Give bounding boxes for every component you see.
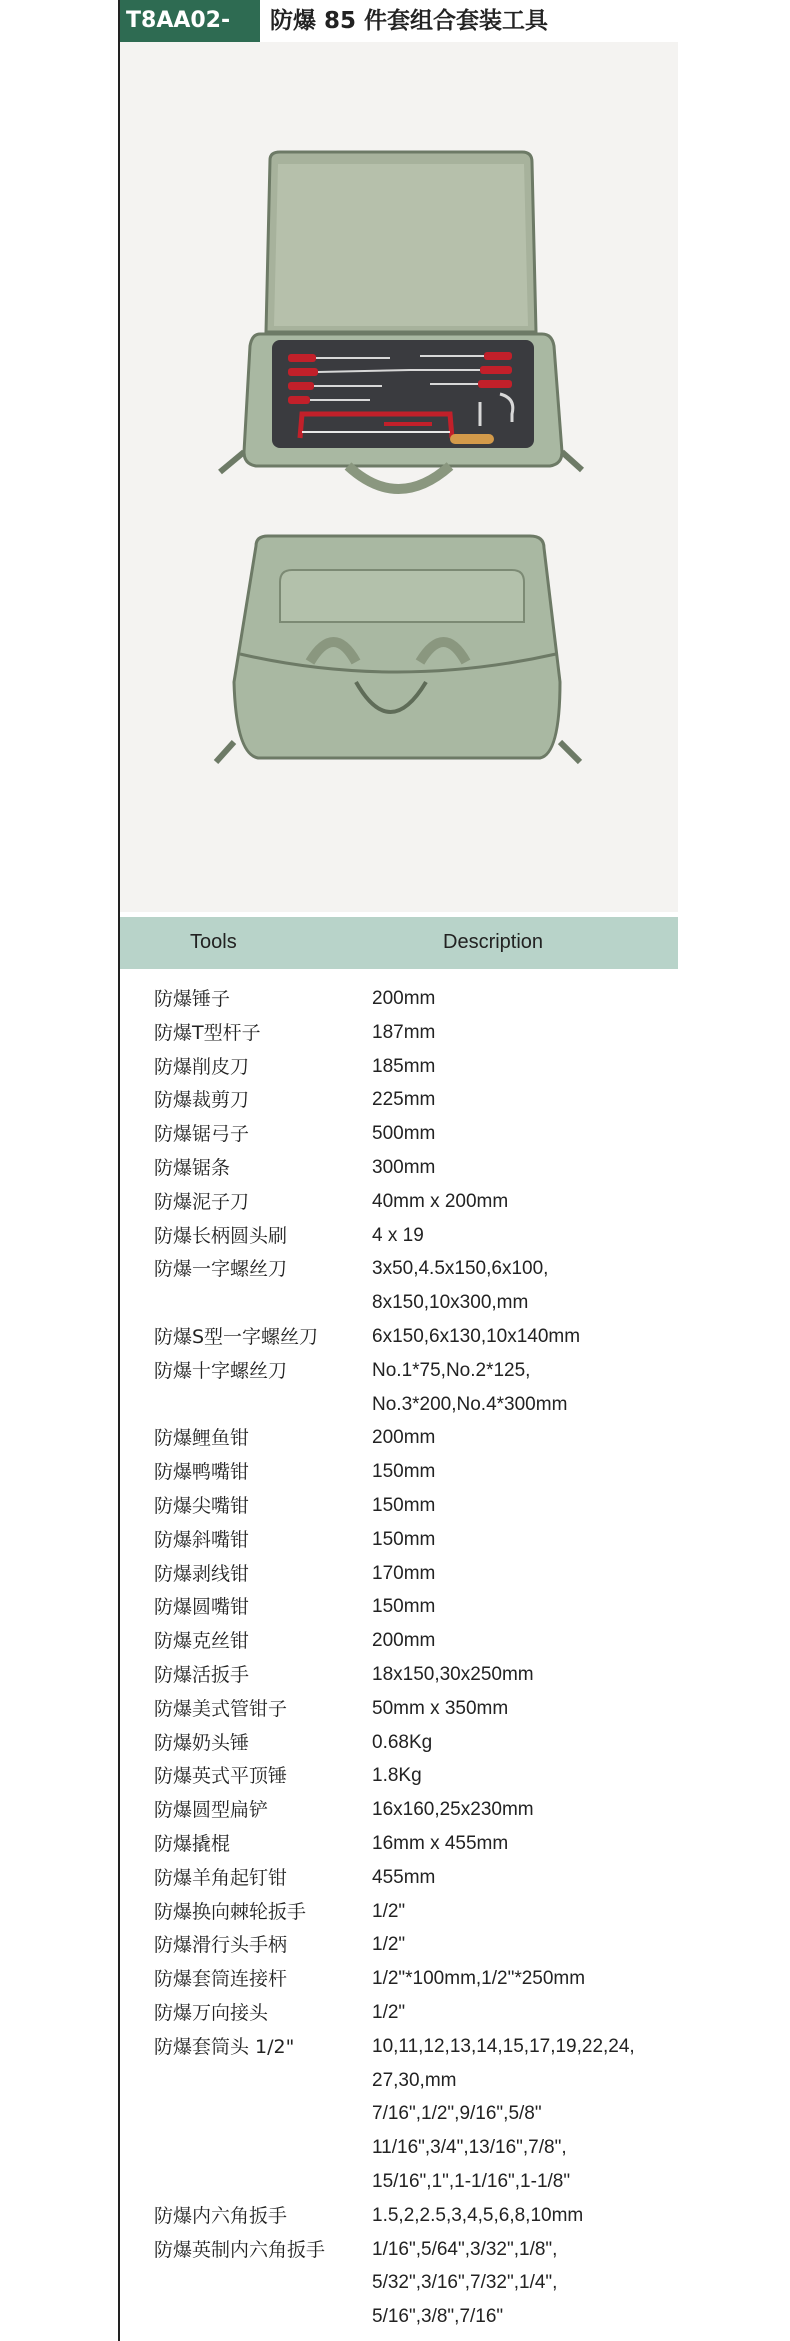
description-line: 5/32",3/16",7/32",1/4", [372,2272,558,2294]
table-row [120,1219,678,1253]
description-line: 0.68Kg [372,1731,433,1753]
tool-description [372,1590,435,1624]
description-line: 150mm [372,1461,436,1483]
tool-description [372,1219,424,1253]
tool-name: 防爆泥子刀 [154,1190,250,1213]
table-row [120,1692,678,1726]
table-row [120,1759,678,1793]
table-row [120,2199,678,2233]
description-line: 1/2" [372,1900,406,1922]
description-line: 11/16",3/4",13/16",7/8", [372,2137,567,2159]
table-row [120,1895,678,1929]
tool-name: 防爆奶头锤 [154,1731,250,1754]
tool-description [372,1827,508,1861]
description-line: 16x160,25x230mm [372,1799,534,1821]
description-line: No.1*75,No.2*125, [372,1359,531,1381]
tool-description [372,1354,567,1422]
tool-description [372,1861,435,1895]
tool-name: 防爆十字螺丝刀 [154,1359,288,1382]
tool-name: 防爆锤子 [154,988,231,1010]
table-row [120,1320,678,1354]
table-row [120,1590,678,1624]
description-line: 300mm [372,1156,436,1178]
tool-name: 防爆美式管钳子 [154,1697,288,1720]
tool-description [372,2233,557,2334]
tool-description [372,1151,435,1185]
tool-description [372,1962,585,1996]
description-line: 10,11,12,13,14,15,17,19,22,24, [372,2035,635,2057]
tool-description [372,1928,405,1962]
tool-name: 防爆长柄圆头刷 [154,1224,288,1247]
tool-name: 防爆圆型扁铲 [154,1799,269,1822]
description-line: 225mm [372,1089,436,1111]
tool-name: 防爆斜嘴钳 [154,1528,250,1551]
table-row [120,1185,678,1219]
tool-name: 防爆削皮刀 [154,1055,250,1078]
column-header-description: Description [443,931,544,953]
description-line: 15/16",1",1-1/16",1-1/8" [372,2170,571,2192]
description-line: 5/16",3/8",7/16" [372,2306,504,2328]
product-photo [120,42,678,912]
description-line: 185mm [372,1055,436,1077]
description-line: 27,30,mm [372,2069,457,2091]
tool-bag-illustration [120,42,678,912]
tool-description [372,1455,435,1489]
tool-description [372,1117,435,1151]
description-line: 150mm [372,1528,436,1550]
table-row [120,2233,678,2334]
tool-description [372,1624,435,1658]
table-row [120,1354,678,1422]
description-line: 6x150,6x130,10x140mm [372,1325,581,1347]
tool-name: 防爆英制内六角扳手 [154,2238,326,2261]
description-line: 200mm [372,1630,436,1652]
table-row [120,1827,678,1861]
table-row [120,1489,678,1523]
table-row [120,1726,678,1760]
tool-name: 防爆换向棘轮扳手 [154,1900,307,1923]
tool-description [372,1016,435,1050]
tool-name: 防爆英式平顶锤 [154,1765,288,1788]
tool-list [120,982,678,2334]
tool-description [372,1489,435,1523]
tool-description [372,1523,435,1557]
table-row [120,1523,678,1557]
tool-description [372,1895,405,1929]
tool-description [372,1759,422,1793]
description-line: 1/2" [372,2001,406,2023]
tool-name: 防爆尖嘴钳 [154,1494,250,1517]
tool-description [372,1320,580,1354]
tool-description [372,1252,548,1320]
tool-name: 防爆圆嘴钳 [154,1596,250,1619]
table-row [120,1016,678,1050]
description-line: 1/2"*100mm,1/2"*250mm [372,1968,586,1990]
table-row [120,1793,678,1827]
product-sheet [118,0,678,2341]
description-line: 18x150,30x250mm [372,1663,534,1685]
tool-description [372,982,435,1016]
table-row [120,1962,678,1996]
tool-description [372,1793,534,1827]
tool-description [372,1083,435,1117]
tool-name: 防爆剥线钳 [154,1562,250,1585]
table-row [120,1421,678,1455]
tool-name: 防爆撬棍 [154,1832,231,1855]
tool-description [372,1185,508,1219]
tool-description [372,1557,435,1591]
tool-name: 防爆T型杆子 [154,1021,261,1044]
bag-lid-inner [274,164,528,326]
table-row [120,1050,678,1084]
tool-description [372,1692,508,1726]
table-row [120,2030,678,2199]
description-line: 1/2" [372,1934,406,1956]
tool-description [372,1726,432,1760]
table-row [120,1455,678,1489]
table-row [120,1996,678,2030]
description-line: 40mm x 200mm [372,1190,509,1212]
tool-description [372,2030,635,2199]
tool-name: 防爆万向接头 [154,2001,269,2024]
tool-name: 防爆套筒连接杆 [154,1968,288,1991]
tool-name: 防爆鸭嘴钳 [154,1461,250,1484]
description-line: 7/16",1/2",9/16",5/8" [372,2103,542,2125]
tool-name: 防爆套筒头 1/2" [154,2035,295,2058]
description-line: 1.5,2,2.5,3,4,5,6,8,10mm [372,2204,584,2226]
description-line: 150mm [372,1596,436,1618]
description-line: 150mm [372,1494,436,1516]
description-line: 200mm [372,988,436,1009]
tool-name: 防爆内六角扳手 [154,2204,288,2227]
tool-name: 防爆活扳手 [154,1663,250,1686]
tool-description [372,1658,534,1692]
tool-description [372,2199,583,2233]
description-line: 455mm [372,1866,436,1888]
description-line: 16mm x 455mm [372,1832,509,1854]
tool-name: 防爆一字螺丝刀 [154,1258,288,1281]
description-line: 200mm [372,1427,436,1449]
table-header [120,917,678,969]
tool-name: 防爆滑行头手柄 [154,1934,288,1957]
table-row [120,1083,678,1117]
table-row [120,1861,678,1895]
tool-name: 防爆S型一字螺丝刀 [154,1325,319,1348]
description-line: 3x50,4.5x150,6x100, [372,1258,549,1280]
table-row [120,982,678,1016]
tool-name: 防爆锯条 [154,1156,231,1179]
product-title: 防爆 85 件套组合套装工具 [270,8,549,34]
table-row [120,1928,678,1962]
tool-name: 防爆锯弓子 [154,1123,250,1146]
header [120,0,678,42]
table-row [120,1252,678,1320]
description-line: 4 x 19 [372,1224,424,1246]
tool-name: 防爆羊角起钉钳 [154,1866,288,1889]
tool-description [372,1996,405,2030]
description-line: 187mm [372,1021,436,1043]
table-row [120,1658,678,1692]
description-line: 50mm x 350mm [372,1697,509,1719]
table-row [120,1557,678,1591]
tool-name: 防爆鲤鱼钳 [154,1427,250,1450]
column-header-tools: Tools [190,931,237,953]
table-row [120,1624,678,1658]
description-line: 8x150,10x300,mm [372,1292,529,1314]
tool-description [372,1050,435,1084]
product-code: T8AA02- [120,0,260,42]
description-line: 170mm [372,1562,436,1584]
table-row [120,1117,678,1151]
description-line: 1.8Kg [372,1765,422,1787]
description-line: 500mm [372,1123,436,1145]
table-row [120,1151,678,1185]
tool-name: 防爆裁剪刀 [154,1089,250,1112]
tool-name: 防爆克丝钳 [154,1630,250,1653]
description-line: 1/16",5/64",3/32",1/8", [372,2238,558,2260]
description-line: No.3*200,No.4*300mm [372,1393,568,1415]
tool-description [372,1421,435,1455]
